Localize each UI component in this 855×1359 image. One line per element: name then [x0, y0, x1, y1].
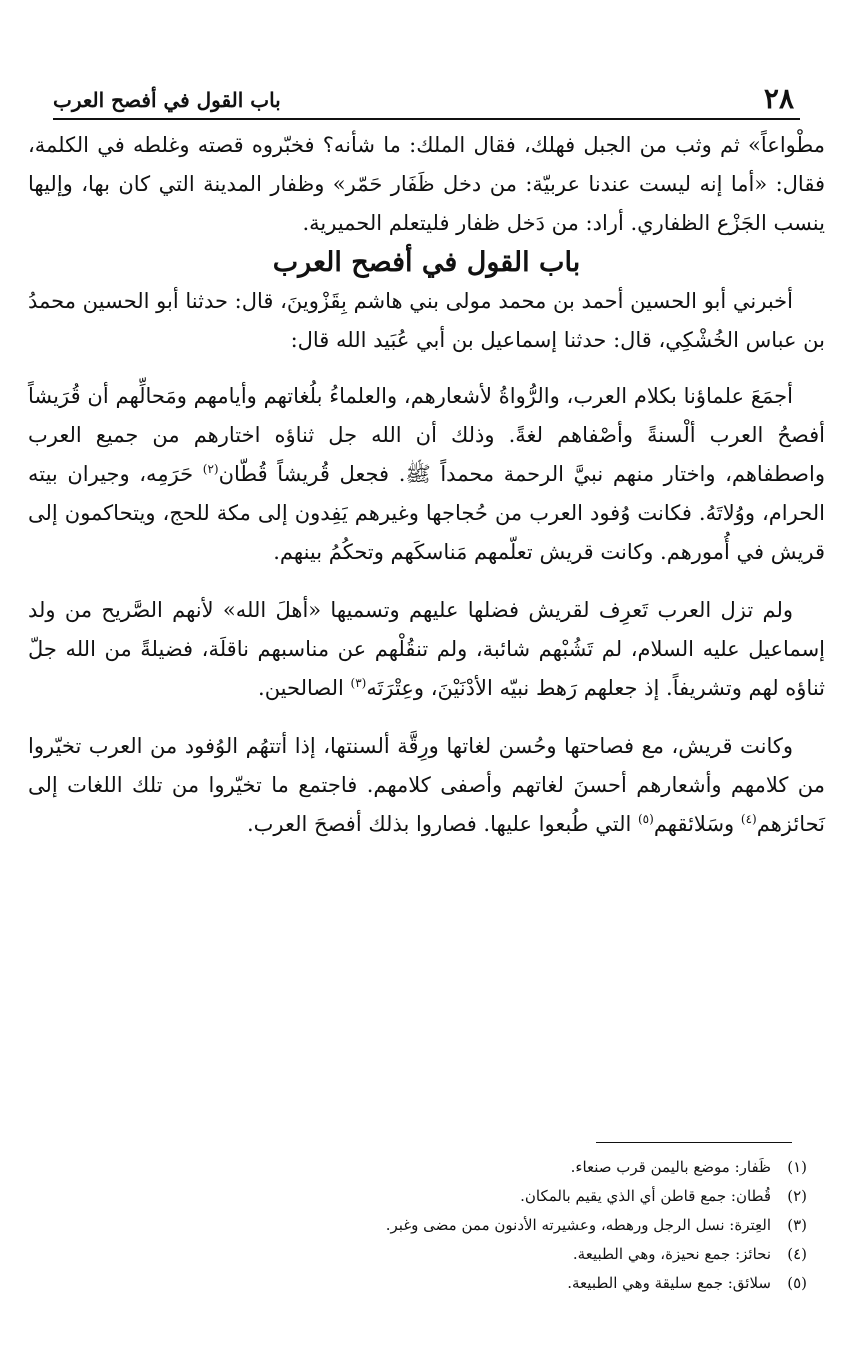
paragraph-1	[28, 377, 825, 572]
paragraph-2-text-b: الصالحين.	[258, 676, 344, 700]
paragraph-3-text-a: وكانت قريش، مع فصاحتها وحُسن لغاتها ورِقَّة ألسنتها، إذا أتتهُم الوُفود من العرب تخيّروا من كلامهم وأشعارهم أحسنَ لغاتهم وأصفى كلامهم. فاجتمع ما تخيّروا من تلك اللغات إلى نَحائزهم	[28, 734, 825, 836]
isnad-paragraph: أخبرني أبو الحسين أحمد بن محمد مولى بني هاشم بِقَزْوينَ، قال: حدثنا أبو الحسين محمدُ بن عباس الخُشْكِي، قال: حدثنا إسماعيل بن أبي عُبَيد الله قال:	[28, 289, 825, 352]
footnote-text: نحائز: جمع نحيزة، وهي الطبيعة.	[572, 1245, 771, 1263]
paragraph-1-text-a: أجمَعَ علماؤنا بكلام العرب، والرُّواةُ لأشعارهم، والعلماءُ بلُغاتهم وأيامهم ومَحالِّهم أن قُرَيشاً أفصحُ العرب ألْسنةً وأصْفاهم لغةً. وذلك أن الله جل ثناؤه اختارهم من جميع العرب واصطفاهم، واختار منهم نبيَّ الرحمة محمداً ﷺ. فجعل قُريشاً قُطّان	[28, 384, 825, 486]
footnote-number: (٢)	[787, 1187, 807, 1205]
paragraph-3	[28, 727, 825, 844]
footnote-item	[40, 1269, 807, 1298]
footnote-marker-2: (٢)	[202, 462, 219, 476]
footnote-separator	[596, 1142, 792, 1143]
page-number: ٢٨	[763, 82, 794, 115]
paragraph-2-text-a: ولم تزل العرب تَعرِف لقريش فضلها عليهم وتسميها «أهلَ الله» لأنهم الصَّريح من ولد إسماعيل عليه السلام، لم تَشُبْهم شائبة، ولم تنقُلْهم عن مناسبهم ناقلَة، فضيلةً من الله جلّ ثناؤه لهم وتشريفاً. إذ جعلهم رَهط نبيّه الأدْنَيْنَ، وعِتْرَتَه	[28, 598, 825, 700]
footnote-number: (٤)	[787, 1245, 807, 1263]
paragraph-3-text-b: وسَلائقهم	[653, 812, 735, 836]
main-text	[28, 126, 825, 861]
footnote-text: سلائق: جمع سليقة وهي الطبيعة.	[567, 1274, 771, 1292]
running-title: باب القول في أفصح العرب	[53, 88, 281, 112]
footnote-marker-5: (٥)	[637, 812, 654, 826]
footnote-text: ظَفار: موضع باليمن قرب صنعاء.	[570, 1158, 771, 1176]
paragraph-3-text-c: التي طُبعوا عليها. فصاروا بذلك أفصحَ العرب.	[246, 812, 632, 836]
footnote-item	[40, 1153, 807, 1182]
footnote-item	[40, 1240, 807, 1269]
paragraph-1-text-b: حَرَمِه، وجيران بيته الحرام، ووُلاتَهُ. فكانت وُفود العرب من حُجاجها وغيرهم يَفِدون إلى مكة للحج، ويتحاكمون إلى قريش في أُمورهم. وكانت قريش تعلّمهم مَناسكَهم وتحكُمُ بينهم.	[28, 462, 825, 564]
footnotes-list	[40, 1153, 807, 1298]
running-header	[53, 84, 800, 120]
section-heading: باب القول في أفصح العرب	[272, 247, 581, 278]
footnote-item	[40, 1211, 807, 1240]
footnote-text: العِترة: نسل الرجل ورهطه، وعشيرته الأدنون ممن مضى وغبر.	[385, 1216, 771, 1234]
footnote-text: قُطان: جمع قاطن أي الذي يقيم بالمكان.	[520, 1187, 771, 1205]
footnote-marker-4: (٤)	[740, 812, 757, 826]
footnote-number: (٥)	[787, 1274, 807, 1292]
footnote-marker-3: (٣)	[350, 676, 367, 690]
footnote-item	[40, 1182, 807, 1211]
footnote-number: (١)	[787, 1158, 807, 1176]
paragraph-2	[28, 591, 825, 708]
footnote-number: (٣)	[787, 1216, 807, 1234]
continued-paragraph: مطْواعاً» ثم وثب من الجبل فهلك، فقال الملك: ما شأنه؟ فخبّروه قصته وغلطه في الكلمة، فقال: «أما إنه ليست عندنا عربيّة: من دخل ظَفَار حَمّر» وظفار المدينة التي كان بها، وإليها ينسب الجَزْع الظفاري. أراد: من دَخل ظفار فليتعلم الحميرية.	[28, 133, 825, 235]
